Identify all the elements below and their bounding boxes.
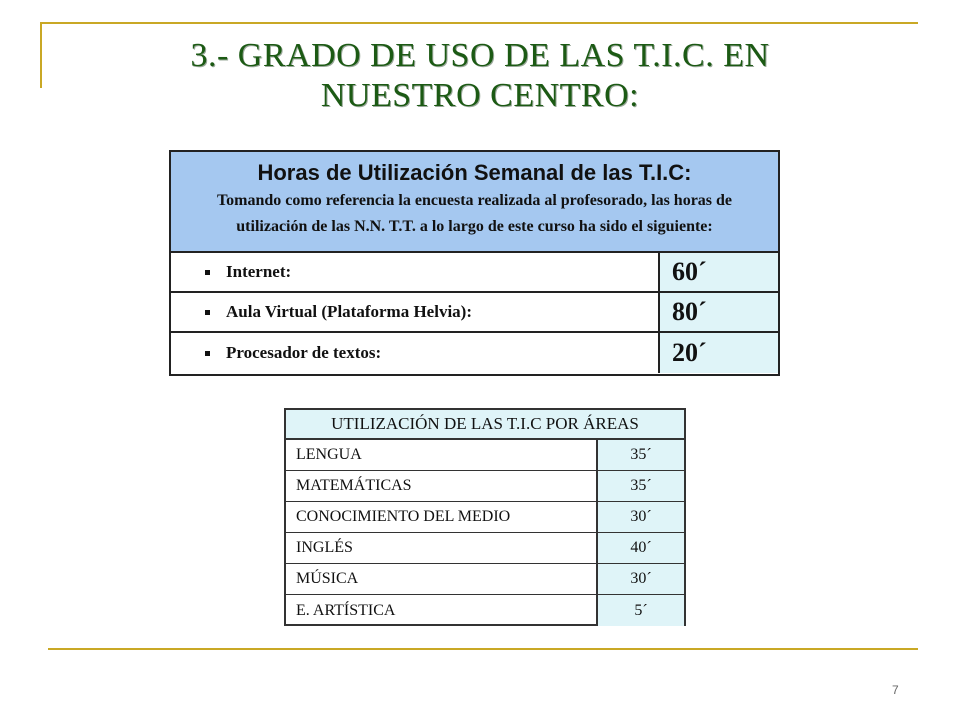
area-name: E. ARTÍSTICA xyxy=(296,601,396,619)
areas-usage-heading: UTILIZACIÓN DE LAS T.I.C POR ÁREAS xyxy=(286,410,684,440)
weekly-usage-heading: Horas de Utilización Semanal de las T.I.C: xyxy=(257,160,692,185)
table-row xyxy=(171,253,778,293)
row-label: Aula Virtual (Plataforma Helvia): xyxy=(226,302,472,321)
slide-title xyxy=(60,36,900,116)
area-name: LENGUA xyxy=(296,446,362,463)
table-row xyxy=(286,564,684,595)
row-label: Procesador de textos: xyxy=(226,343,382,362)
area-value: 30´ xyxy=(596,502,684,532)
table-row xyxy=(171,333,778,373)
area-name: CONOCIMIENTO DEL MEDIO xyxy=(296,508,511,525)
table-row xyxy=(286,471,684,502)
title-line-1: 3.- GRADO DE USO DE LAS T.I.C. EN xyxy=(190,37,770,74)
area-value: 35´ xyxy=(596,471,684,501)
bottom-accent-line xyxy=(48,648,918,650)
page-number: 7 xyxy=(892,683,899,697)
area-value: 35´ xyxy=(596,440,684,470)
area-value: 40´ xyxy=(596,533,684,563)
area-name: MÚSICA xyxy=(296,570,359,587)
bullet-icon xyxy=(205,351,210,356)
title-line-2: NUESTRO CENTRO: xyxy=(320,77,640,114)
table-row xyxy=(286,533,684,564)
table-row xyxy=(286,502,684,533)
area-name: MATEMÁTICAS xyxy=(296,477,412,494)
row-value: 20´ xyxy=(658,333,778,373)
table-row xyxy=(286,440,684,471)
weekly-usage-subtitle: Tomando como referencia la encuesta realizada al profesorado, las horas de utilización de las N.N. T.T. a lo largo de este curso ha sido el siguiente: xyxy=(216,192,733,235)
left-accent-line xyxy=(40,22,42,88)
area-name: INGLÉS xyxy=(296,539,353,556)
bullet-icon xyxy=(205,270,210,275)
weekly-usage-table xyxy=(169,150,780,376)
row-value: 80´ xyxy=(658,293,778,331)
top-accent-line xyxy=(40,22,918,24)
table-row xyxy=(171,293,778,333)
areas-usage-table xyxy=(284,408,686,626)
table-row xyxy=(286,595,684,626)
weekly-usage-header xyxy=(171,152,778,253)
area-value: 5´ xyxy=(596,595,684,626)
row-label: Internet: xyxy=(226,262,292,281)
area-value: 30´ xyxy=(596,564,684,594)
row-value: 60´ xyxy=(658,253,778,291)
bullet-icon xyxy=(205,310,210,315)
